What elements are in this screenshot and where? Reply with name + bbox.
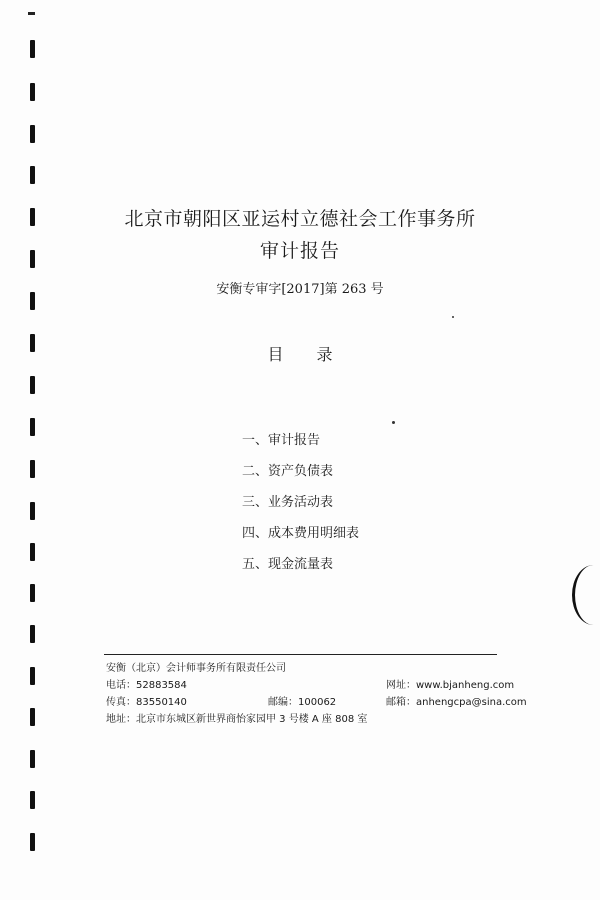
binding-mark [30,584,35,602]
scan-edge-arc [572,565,600,625]
firm-fax: 传真：83550140 [106,697,187,708]
binding-mark [30,83,35,101]
binding-mark [30,460,35,478]
binding-mark [30,543,35,561]
firm-phone: 电话：52883584 [106,680,187,691]
report-title: 北京市朝阳区亚运村立德社会工作事务所 [124,208,476,230]
scan-speck [392,421,395,424]
scan-speck [452,316,454,318]
document-number: 安衡专审字[2017]第 263 号 [216,282,384,297]
binding-mark [30,502,35,520]
corner-mark [28,12,35,15]
binding-mark [30,750,35,768]
binding-mark [30,667,35,685]
footer-divider [104,654,497,655]
firm-address: 地址：北京市东城区新世界商怡家园甲 3 号楼 A 座 808 室 [106,714,368,725]
toc-heading: 目 录 [267,345,347,364]
binding-mark [30,40,35,58]
firm-name: 安衡（北京）会计师事务所有限责任公司 [106,663,286,674]
toc-item: 三、业务活动表 [242,495,334,510]
toc-item: 一、审计报告 [242,433,321,448]
binding-mark [30,791,35,809]
binding-mark [30,418,35,436]
firm-email: 邮箱：anhengcpa@sina.com [386,697,527,708]
toc-item: 四、成本费用明细表 [242,526,360,541]
binding-mark [30,376,35,394]
toc-item: 五、现金流量表 [242,557,334,572]
toc-item: 二、资产负债表 [242,464,334,479]
binding-mark [30,833,35,851]
table-of-contents [242,433,359,588]
binding-mark [30,625,35,643]
binding-mark [30,708,35,726]
binding-mark [30,125,35,143]
report-subtitle: 审计报告 [259,240,340,262]
firm-website: 网址：www.bjanheng.com [386,680,515,691]
binding-mark [30,166,35,184]
firm-postcode: 邮编：100062 [268,697,337,708]
